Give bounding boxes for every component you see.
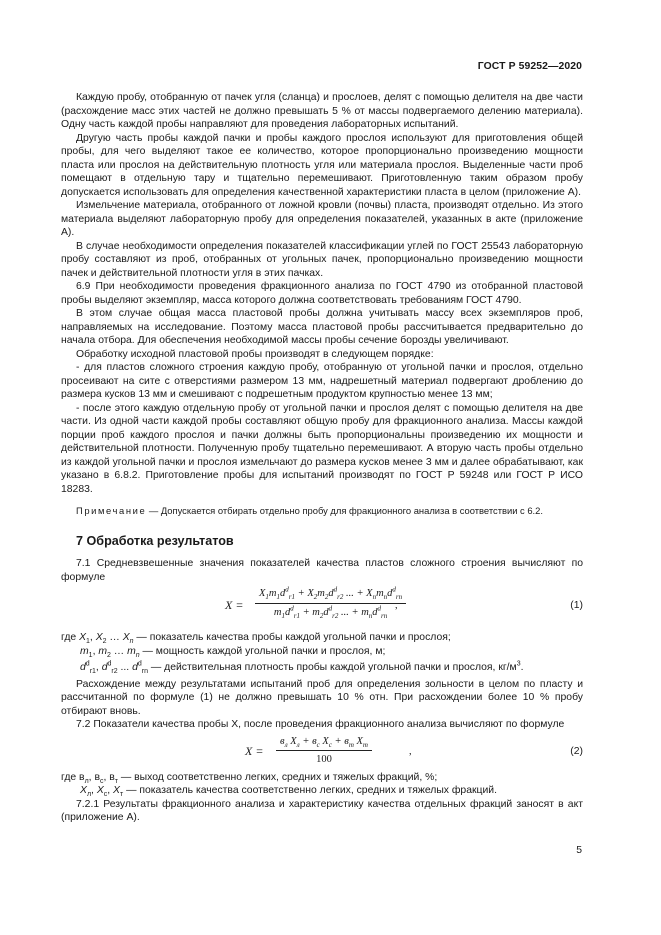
note-text: — Допускается отбирать отдельно пробу для фракционного анализа в соответствии с 6.2.: [146, 505, 543, 516]
formula-number: (1): [570, 600, 583, 611]
paragraph: 7.2.1 Результаты фракционного анализа и характеристику качества отдельных фракций заносят в акт (приложение А).: [61, 798, 583, 823]
variable-definition: где $в_л$, $в_с$, $в_т$ — выход соответственно легких, средних и тяжелых фракций, %;: [61, 771, 438, 785]
variable-definition: где $X_1$, $X_2$ … $X_n$ — показатель качества пробы каждой угольной пачки и прослоя;: [61, 632, 451, 646]
paragraph: Расхождение между результатами испытаний проб для определения зольности в целом по пласту и рассчитанной по формуле (1) не должно превышать 10 % отн. При расхождении более 10 % пробу отбирают вновь.: [61, 678, 583, 717]
formula-2: X = $в_л$ $X_л + в_с$ $X_с + в_т$ $X_т$ 100 , (2): [245, 735, 583, 765]
paragraph: В этом случае общая масса пластовой пробы должна учитывать массу всех экземпляров проб, направляемых на исследование. Поэтому масса пластовой пробы рассчитывается предварительно до начала отбора. Для обеспечения необходимой массы пробы сечение борозды увеличивают.: [61, 308, 583, 346]
paragraph: Другую часть пробы каждой пачки и пробы каждого прослоя используют для приготовления общей пробы, для чего выделяют такое ее количество, которое пропорционально произведению мощности пласта или прослоя на действительную плотность угля или материала прослоя. Выделенные части проб помещают в отдельную тару и тщательно перемешивают. Приготовленную таким образом пробу допускается использовать для определения качественной характеристики пласта в целом (приложение А).: [61, 132, 583, 198]
paragraph: Измельчение материала, отобранного от ложной кровли (почвы) пласта, производят отдельно. Из этого материала выделяют лабораторную пробу для определения показателей, указанных в акте (приложение А).: [61, 200, 583, 238]
paragraph: 7.2 Показатели качества пробы X, после проведения фракционного анализа вычисляют по формуле: [76, 719, 565, 730]
paragraph: Обработку исходной пластовой пробы производят в следующем порядке:: [76, 348, 434, 360]
paragraph: В случае необходимости определения показателей классификации углей по ГОСТ 25543 лабораторную пробу составляют из проб, отобранных от угольных пачек, пропорционально произведению мощности пачек и действительной плотности угля в этих пачках.: [61, 240, 583, 279]
page-number: 5: [576, 845, 582, 856]
formula-lhs: X =: [245, 743, 264, 758]
formula-fraction: $X_1m_1d^d_{r1} + X_2m_2d^d_{r2}$ ... + $X_nm_nd^d_{rn}$ $m_1d^d_{r1} + m_2d^d_{r2}$ ... + $m_nd^d_{rn}$: [255, 587, 406, 619]
note: [61, 504, 583, 518]
formula-number: (2): [570, 745, 583, 757]
section-heading: 7 Обработка результатов: [76, 533, 234, 548]
formula-fraction: $в_л$ $X_л + в_с$ $X_с + в_т$ $X_т$ 100: [276, 735, 372, 767]
paragraph: 6.9 При необходимости проведения фракционного анализа по ГОСТ 4790 из отобранной пластовой пробы выделяют экземпляр, масса которого должна соответствовать требованиям ГОСТ 4790.: [61, 281, 583, 306]
note-label: Примечание: [76, 505, 147, 516]
variable-definition: $m_1$, $m_2$ … $m_n$ — мощность каждой угольной пачки и прослоя, м;: [80, 645, 386, 659]
paragraph: Каждую пробу, отобранную от пачек угля (сланца) и прослоев, делят с помощью делителя на две части (расхождение масс этих частей не должно превышать 5 % от массы подвергаемого делению материала). Одну часть каждой пробы направляют для проведения лабораторных испытаний.: [61, 92, 583, 130]
variable-definition: $X_л$, $X_с$, $X_т$ — показатель качества соответственно легких, средних и тяжелых фракций.: [80, 785, 497, 799]
paragraph: - после этого каждую отдельную пробу от угольной пачки и прослоя делят с помощью делителя на две части. Из одной части каждой пробы составляют общую пробу для фракционного анализа. Массы каждой порции проб каждого прослоя и пачки должны быть пропорциональны произведению их мощности и действительной плотности. Полученную пробу тщательно перемешивают. А вторую часть пробы отдельно из каждой угольной пачки и прослоя измельчают до размера кусков менее 3 мм и далее обрабатывают, как указано в 6.8.2. Приготовление пробы для испытаний производят по ГОСТ Р 59248 или ГОСТ Р ИСО 18283.: [61, 402, 583, 495]
formula-lhs: X =: [225, 598, 244, 612]
page-body: [61, 91, 583, 825]
document-code: ГОСТ Р 59252—2020: [477, 61, 582, 72]
paragraph: 7.1 Средневзвешенные значения показателей качества пластов сложного строения вычисляют по формуле: [61, 558, 583, 583]
paragraph: - для пластов сложного строения каждую пробу, отобранную от угольной пачки и прослоя, отдельно просеивают на сите с отверстиями размером 13 мм, надрешетный материал подвергают дроблению до размера кусков 13 мм и смешивают с подрешетным продуктом крупностью менее 13 мм;: [61, 362, 583, 400]
variable-definition: $d^d_{r1}$, $d^d_{r2}$ ... $d^d_{rn}$ — действительная плотность пробы каждой угольной пачки и прослоя, $кг/м^3$.: [80, 660, 524, 676]
formula-1: X = $X_1m_1d^d_{r1} + X_2m_2d^d_{r2}$ ... + $X_nm_nd^d_{rn}$ $m_1d^d_{r1} + m_2d^d_{r2}$ ... + $m_nd^d_{rn}$ , (1): [225, 585, 583, 620]
